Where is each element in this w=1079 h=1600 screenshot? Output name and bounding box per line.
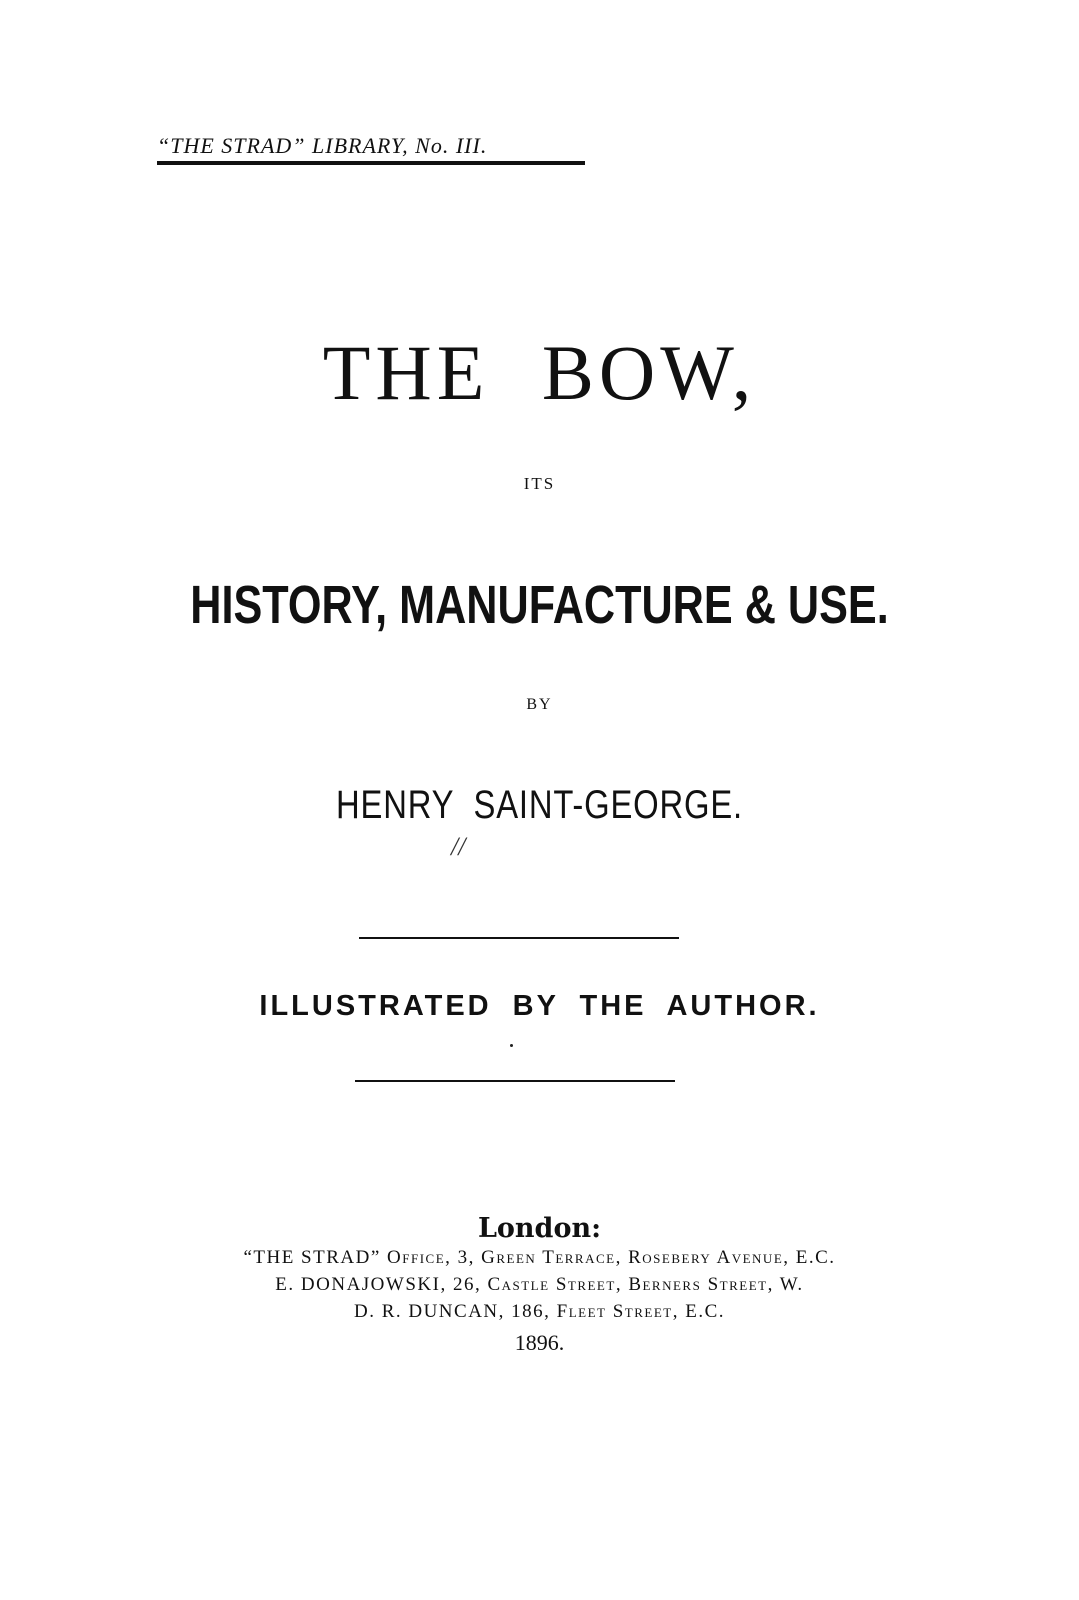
publisher-line: D. R. DUNCAN, 186, Fleet Street, E.C. bbox=[353, 1301, 726, 1322]
publisher-line: “THE STRAD” Office, 3, Green Terrace, Rosebery Avenue, E.C. bbox=[243, 1247, 836, 1268]
by-line: BY bbox=[526, 696, 553, 713]
speck bbox=[510, 1044, 513, 1047]
pencil-mark: // bbox=[451, 832, 466, 861]
its-line: ITS bbox=[523, 474, 556, 493]
divider-lower bbox=[355, 1080, 675, 1082]
imprint-year: 1896. bbox=[514, 1330, 565, 1355]
imprint-city: London: bbox=[477, 1213, 602, 1244]
book-subtitle: HISTORY, MANUFACTURE & USE. bbox=[190, 575, 889, 635]
book-title: THE BOW, bbox=[322, 329, 757, 416]
series-rule bbox=[157, 161, 585, 165]
series-line: “THE STRAD” LIBRARY, No. III. bbox=[157, 133, 488, 158]
author-name: HENRY SAINT-GEORGE. bbox=[336, 783, 743, 827]
publisher-line: E. DONAJOWSKI, 26, Castle Street, Berners Street, W. bbox=[275, 1274, 804, 1295]
illustrated-line: ILLUSTRATED BY THE AUTHOR. bbox=[259, 990, 820, 1022]
divider-upper bbox=[359, 937, 679, 939]
